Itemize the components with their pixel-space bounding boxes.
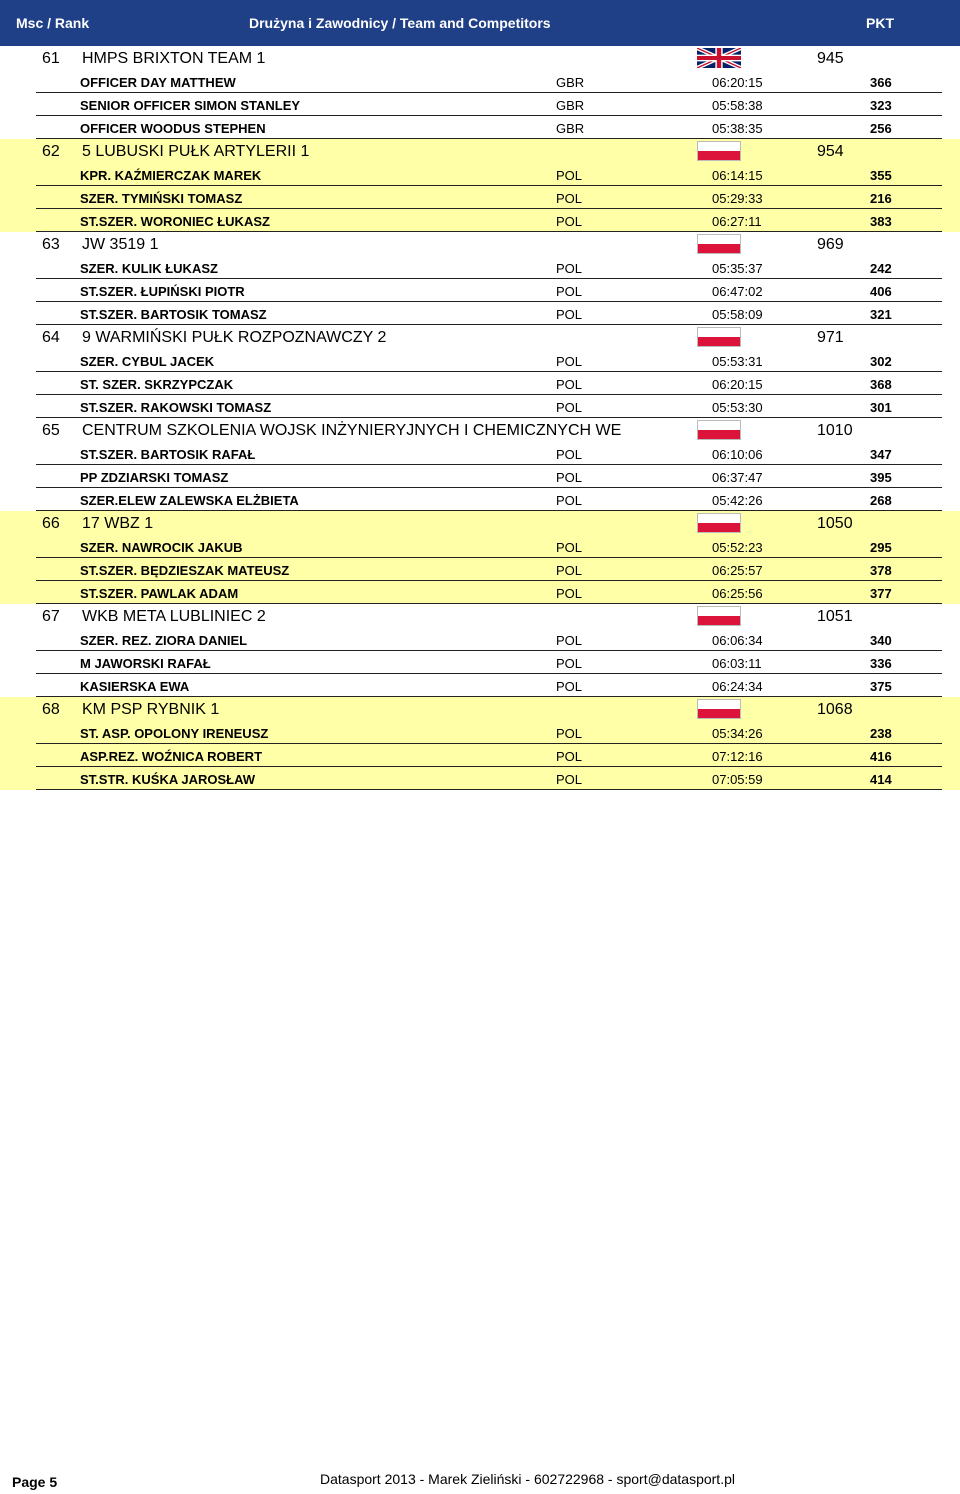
team-total-points: 971 (817, 329, 844, 346)
pl-flag-icon (697, 420, 741, 440)
team-name: 5 LUBUSKI PUŁK ARTYLERII 1 (82, 143, 310, 160)
competitor-time: 06:47:02 (712, 284, 763, 299)
competitor-time: 06:10:06 (712, 447, 763, 462)
competitor-row (0, 535, 960, 558)
competitor-name: KASIERSKA EWA (80, 679, 190, 694)
team-name: 9 WARMIŃSKI PUŁK ROZPOZNAWCZY 2 (82, 329, 387, 346)
competitor-row (0, 279, 960, 302)
competitor-points: 340 (870, 633, 892, 648)
team-rank: 66 (42, 515, 60, 532)
team-total-points: 1050 (817, 515, 853, 532)
team-rank: 63 (42, 236, 60, 253)
competitor-time: 06:20:15 (712, 75, 763, 90)
competitor-points: 301 (870, 400, 892, 415)
team-block (0, 418, 960, 511)
page-number: Page 5 (12, 1474, 58, 1490)
team-block (0, 232, 960, 325)
competitor-points: 238 (870, 726, 892, 741)
points-column-header: PKT (866, 15, 894, 31)
team-name: KM PSP RYBNIK 1 (82, 701, 220, 718)
competitor-country: POL (556, 400, 583, 415)
competitor-points: 323 (870, 98, 892, 113)
team-row (0, 325, 960, 349)
team-name: WKB META LUBLINIEC 2 (82, 608, 266, 625)
footer-credit: Datasport 2013 - Marek Zieliński - 602722968 - sport@datasport.pl (320, 1471, 735, 1487)
competitor-points: 414 (870, 772, 892, 787)
team-total-points: 945 (817, 50, 844, 67)
team-total-points: 1010 (817, 422, 853, 439)
competitor-points: 256 (870, 121, 892, 136)
competitor-time: 06:25:56 (712, 586, 763, 601)
competitor-time: 05:34:26 (712, 726, 763, 741)
competitor-points: 378 (870, 563, 892, 578)
competitor-row (0, 93, 960, 116)
competitor-row (0, 209, 960, 232)
competitor-country: POL (556, 493, 583, 508)
competitor-name: KPR. KAŹMIERCZAK MAREK (80, 168, 262, 183)
competitor-time: 05:52:23 (712, 540, 763, 555)
team-name: HMPS BRIXTON TEAM 1 (82, 50, 266, 67)
team-rank: 61 (42, 50, 60, 67)
team-column-header: Drużyna i Zawodnicy / Team and Competitors (249, 15, 551, 31)
competitor-name: ST.STR. KUŚKA JAROSŁAW (80, 772, 256, 787)
team-block (0, 697, 960, 790)
competitor-time: 05:42:26 (712, 493, 763, 508)
team-total-points: 1051 (817, 608, 853, 625)
team-row (0, 418, 960, 442)
team-rank: 68 (42, 701, 60, 718)
competitor-points: 216 (870, 191, 892, 206)
competitor-time: 05:53:31 (712, 354, 763, 369)
team-total-points: 954 (817, 143, 844, 160)
competitor-name: M JAWORSKI RAFAŁ (80, 656, 211, 671)
team-rank: 62 (42, 143, 60, 160)
competitor-country: POL (556, 586, 583, 601)
team-row (0, 604, 960, 628)
competitor-name: ASP.REZ. WOŹNICA ROBERT (80, 749, 263, 764)
competitor-name: ST. SZER. SKRZYPCZAK (80, 377, 234, 392)
competitor-points: 395 (870, 470, 892, 485)
competitor-name: SZER. CYBUL JACEK (80, 354, 215, 369)
team-row (0, 232, 960, 256)
competitor-time: 05:38:35 (712, 121, 763, 136)
competitor-row (0, 302, 960, 325)
competitor-country: POL (556, 168, 583, 183)
competitor-points: 375 (870, 679, 892, 694)
competitor-country: POL (556, 679, 583, 694)
pl-flag-icon (697, 606, 741, 626)
competitor-time: 05:29:33 (712, 191, 763, 206)
team-block (0, 511, 960, 604)
competitor-time: 06:20:15 (712, 377, 763, 392)
team-row (0, 46, 960, 70)
competitor-name: ST.SZER. BARTOSIK RAFAŁ (80, 447, 256, 462)
competitor-row (0, 651, 960, 674)
rank-column-header: Msc / Rank (16, 15, 90, 31)
competitor-time: 05:35:37 (712, 261, 763, 276)
competitor-country: POL (556, 261, 583, 276)
pl-flag-icon (697, 141, 741, 161)
competitor-row (0, 349, 960, 372)
competitor-country: POL (556, 633, 583, 648)
competitor-points: 302 (870, 354, 892, 369)
team-name: 17 WBZ 1 (82, 515, 154, 532)
competitor-row (0, 116, 960, 139)
competitor-points: 368 (870, 377, 892, 392)
competitor-row (0, 442, 960, 465)
team-block (0, 46, 960, 139)
competitor-country: POL (556, 307, 583, 322)
competitor-points: 406 (870, 284, 892, 299)
competitor-row (0, 628, 960, 651)
competitor-points: 268 (870, 493, 892, 508)
competitor-time: 06:37:47 (712, 470, 763, 485)
competitor-row (0, 163, 960, 186)
competitor-points: 383 (870, 214, 892, 229)
competitor-country: POL (556, 749, 583, 764)
competitor-row (0, 186, 960, 209)
competitor-row (0, 674, 960, 697)
table-header (0, 0, 960, 46)
competitor-row (0, 465, 960, 488)
pl-flag-icon (697, 699, 741, 719)
competitor-row (0, 744, 960, 767)
competitor-name: SZER. TYMIŃSKI TOMASZ (80, 191, 243, 206)
competitor-row (0, 395, 960, 418)
competitor-time: 05:53:30 (712, 400, 763, 415)
competitor-row (0, 558, 960, 581)
competitor-points: 347 (870, 447, 892, 462)
competitor-row (0, 767, 960, 790)
competitor-row (0, 70, 960, 93)
competitor-name: SZER. NAWROCIK JAKUB (80, 540, 243, 555)
competitor-time: 06:24:34 (712, 679, 763, 694)
competitor-time: 06:14:15 (712, 168, 763, 183)
competitor-country: POL (556, 214, 583, 229)
competitor-time: 05:58:38 (712, 98, 763, 113)
pl-flag-icon (697, 327, 741, 347)
competitor-country: POL (556, 191, 583, 206)
competitor-row (0, 721, 960, 744)
competitor-name: SENIOR OFFICER SIMON STANLEY (80, 98, 301, 113)
competitor-points: 366 (870, 75, 892, 90)
competitor-country: POL (556, 447, 583, 462)
team-block (0, 604, 960, 697)
competitor-country: POL (556, 470, 583, 485)
competitor-time: 05:58:09 (712, 307, 763, 322)
team-total-points: 1068 (817, 701, 853, 718)
competitor-name: ST.SZER. BARTOSIK TOMASZ (80, 307, 267, 322)
competitor-points: 242 (870, 261, 892, 276)
competitor-name: ST. ASP. OPOLONY IRENEUSZ (80, 726, 269, 741)
team-row (0, 697, 960, 721)
team-block (0, 325, 960, 418)
competitor-points: 355 (870, 168, 892, 183)
team-row (0, 511, 960, 535)
competitor-country: POL (556, 726, 583, 741)
competitor-row (0, 488, 960, 511)
competitor-country: GBR (556, 121, 585, 136)
gb-flag-icon (697, 48, 741, 68)
team-rank: 67 (42, 608, 60, 625)
competitor-row (0, 256, 960, 279)
competitor-points: 377 (870, 586, 892, 601)
competitor-name: OFFICER DAY MATTHEW (80, 75, 236, 90)
competitor-time: 06:06:34 (712, 633, 763, 648)
competitor-country: POL (556, 563, 583, 578)
competitor-name: ST.SZER. RAKOWSKI TOMASZ (80, 400, 272, 415)
team-total-points: 969 (817, 236, 844, 253)
team-rank: 65 (42, 422, 60, 439)
competitor-name: SZER. REZ. ZIORA DANIEL (80, 633, 248, 648)
competitor-points: 321 (870, 307, 892, 322)
team-rank: 64 (42, 329, 60, 346)
team-name: JW 3519 1 (82, 236, 159, 253)
pl-flag-icon (697, 234, 741, 254)
competitor-country: POL (556, 284, 583, 299)
competitor-time: 07:05:59 (712, 772, 763, 787)
competitor-name: PP ZDZIARSKI TOMASZ (80, 470, 229, 485)
row-divider (36, 789, 942, 790)
competitor-name: ST.SZER. WORONIEC ŁUKASZ (80, 214, 270, 229)
team-row (0, 139, 960, 163)
competitor-points: 295 (870, 540, 892, 555)
page-footer (0, 1460, 960, 1494)
competitor-points: 336 (870, 656, 892, 671)
competitor-row (0, 581, 960, 604)
competitor-country: POL (556, 540, 583, 555)
competitor-name: SZER.ELEW ZALEWSKA ELŻBIETA (80, 493, 299, 508)
competitor-row (0, 372, 960, 395)
competitor-name: SZER. KULIK ŁUKASZ (80, 261, 218, 276)
competitor-name: ST.SZER. ŁUPIŃSKI PIOTR (80, 284, 245, 299)
competitor-time: 06:27:11 (712, 214, 762, 229)
competitor-country: POL (556, 772, 583, 787)
competitor-country: GBR (556, 75, 585, 90)
team-name: CENTRUM SZKOLENIA WOJSK INŻYNIERYJNYCH I CHEMICZNYCH WE (82, 422, 622, 439)
competitor-country: POL (556, 354, 583, 369)
competitor-name: ST.SZER. BĘDZIESZAK MATEUSZ (80, 563, 290, 578)
competitor-time: 06:03:11 (712, 656, 762, 671)
competitor-time: 07:12:16 (712, 749, 763, 764)
competitor-country: GBR (556, 98, 585, 113)
pl-flag-icon (697, 513, 741, 533)
competitor-points: 416 (870, 749, 892, 764)
competitor-country: POL (556, 377, 583, 392)
results-list (0, 46, 960, 790)
competitor-name: OFFICER WOODUS STEPHEN (80, 121, 266, 136)
team-block (0, 139, 960, 232)
competitor-name: ST.SZER. PAWLAK ADAM (80, 586, 239, 601)
competitor-time: 06:25:57 (712, 563, 763, 578)
competitor-country: POL (556, 656, 583, 671)
